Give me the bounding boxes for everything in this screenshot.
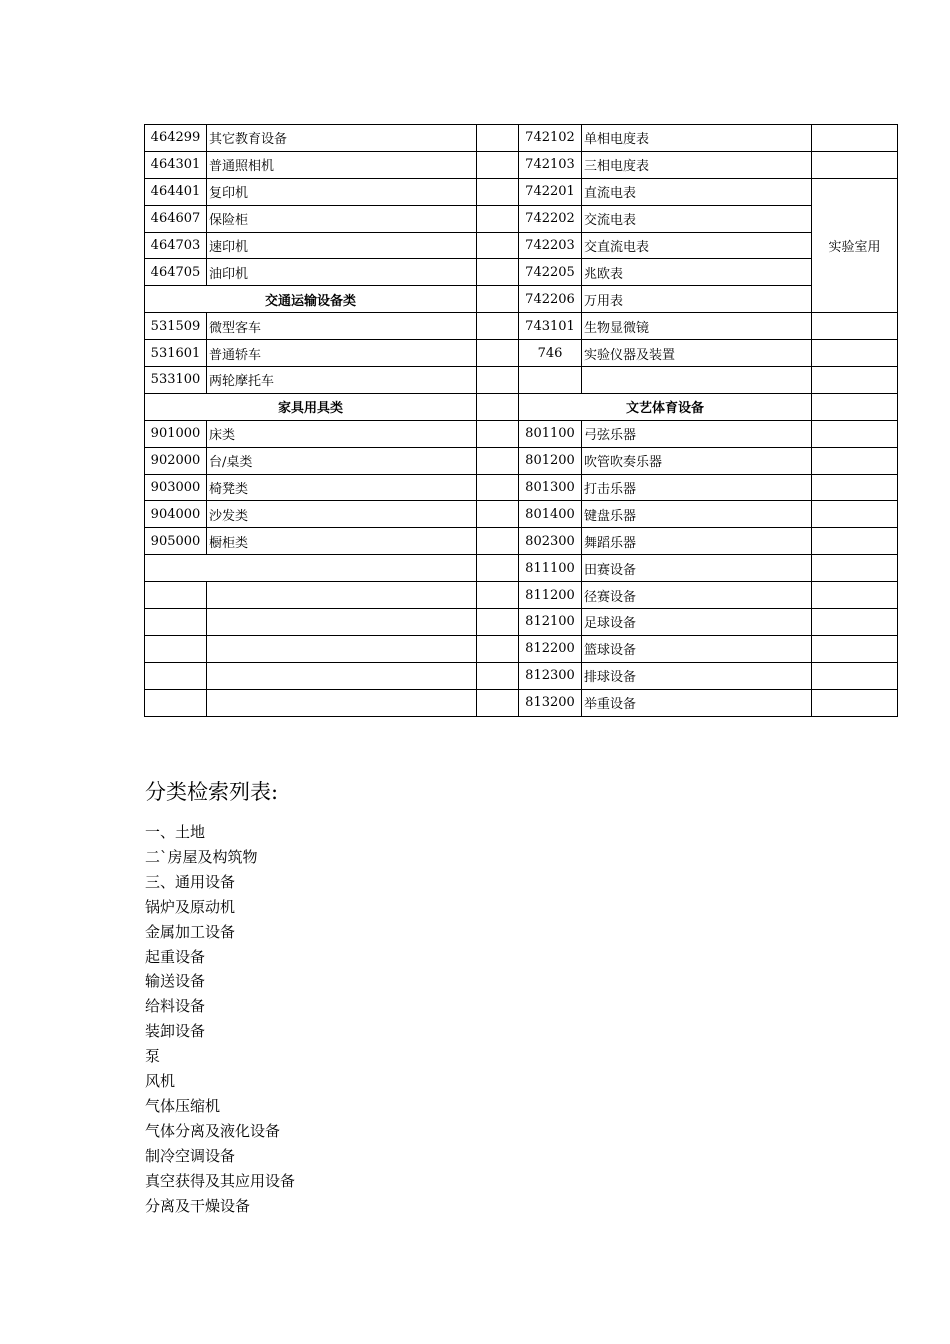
note-cell (477, 259, 519, 286)
item-name: 单相电度表 (582, 125, 812, 152)
item-code: 531601 (145, 340, 207, 367)
note-cell (812, 582, 898, 609)
note-cell (812, 125, 898, 152)
item-code: 742205 (519, 259, 582, 286)
note-cell (477, 662, 519, 689)
table-row (145, 447, 898, 474)
table-row (145, 501, 898, 528)
item-code: 742202 (519, 205, 582, 232)
item-code: 811200 (519, 582, 582, 609)
item-code: 812200 (519, 635, 582, 662)
item-name: 微型客车 (207, 313, 477, 340)
category-index-items (145, 820, 295, 1219)
note-cell (812, 635, 898, 662)
note-cell (812, 609, 898, 636)
item-name: 直流电表 (582, 178, 812, 205)
item-name: 油印机 (207, 259, 477, 286)
item-name (207, 689, 477, 716)
item-name: 吹管吹奏乐器 (582, 447, 812, 474)
note-cell (812, 474, 898, 501)
table-row (145, 528, 898, 555)
note-cell (477, 582, 519, 609)
list-item: 真空获得及其应用设备 (145, 1171, 296, 1190)
item-code: 742103 (519, 151, 582, 178)
note-cell (477, 393, 519, 420)
item-code: 464703 (145, 232, 207, 259)
item-code (145, 582, 207, 609)
item-name: 打击乐器 (582, 474, 812, 501)
item-code (145, 689, 207, 716)
list-item: 气体分离及液化设备 (145, 1121, 281, 1140)
section-header: 文艺体育设备 (519, 393, 812, 420)
item-code: 801300 (519, 474, 582, 501)
list-item: 二`房屋及构筑物 (145, 847, 258, 866)
table-row (145, 689, 898, 716)
note-cell (477, 689, 519, 716)
item-name: 保险柜 (207, 205, 477, 232)
item-name: 速印机 (207, 232, 477, 259)
item-name: 篮球设备 (582, 635, 812, 662)
item-name: 举重设备 (582, 689, 812, 716)
item-name: 舞蹈乐器 (582, 528, 812, 555)
list-item: 输送设备 (145, 972, 206, 991)
item-code: 464301 (145, 151, 207, 178)
note-cell (477, 367, 519, 394)
item-code (145, 635, 207, 662)
list-item: 分离及干燥设备 (145, 1196, 251, 1215)
item-name: 生物显微镜 (582, 313, 812, 340)
list-item: 锅炉及原动机 (145, 897, 236, 916)
item-name: 复印机 (207, 178, 477, 205)
list-item: 装卸设备 (145, 1022, 206, 1041)
item-code: 801200 (519, 447, 582, 474)
note-cell (812, 689, 898, 716)
item-name: 普通照相机 (207, 151, 477, 178)
item-code: 464401 (145, 178, 207, 205)
item-code: 801100 (519, 420, 582, 447)
note-cell (812, 420, 898, 447)
table-row (145, 313, 898, 340)
list-item: 三、通用设备 (145, 872, 236, 891)
item-code: 902000 (145, 447, 207, 474)
item-code: 464705 (145, 259, 207, 286)
note-cell (477, 313, 519, 340)
note-cell (477, 474, 519, 501)
item-code: 746 (519, 340, 582, 367)
item-code (145, 609, 207, 636)
item-name: 排球设备 (582, 662, 812, 689)
item-name: 普通轿车 (207, 340, 477, 367)
table-row (145, 555, 898, 582)
catalog-table-body (145, 125, 898, 717)
list-item: 制冷空调设备 (145, 1146, 236, 1165)
item-code: 905000 (145, 528, 207, 555)
note-cell (477, 555, 519, 582)
item-name (207, 662, 477, 689)
note-cell (477, 501, 519, 528)
table-row (145, 582, 898, 609)
category-index (145, 778, 295, 1219)
table-row (145, 340, 898, 367)
list-item: 气体压缩机 (145, 1096, 221, 1115)
item-name: 床类 (207, 420, 477, 447)
section-header: 交通运输设备类 (145, 286, 477, 313)
item-name: 其它教育设备 (207, 125, 477, 152)
table-row (145, 662, 898, 689)
table-row (145, 259, 898, 286)
item-name: 弓弦乐器 (582, 420, 812, 447)
item-name (582, 367, 812, 394)
item-name: 沙发类 (207, 501, 477, 528)
item-code (145, 662, 207, 689)
item-code: 742201 (519, 178, 582, 205)
note-cell (812, 447, 898, 474)
item-code: 903000 (145, 474, 207, 501)
item-code: 742102 (519, 125, 582, 152)
table-row (145, 474, 898, 501)
item-name: 交流电表 (582, 205, 812, 232)
note-cell (812, 367, 898, 394)
item-code: 813200 (519, 689, 582, 716)
category-index-title: 分类检索列表: (145, 780, 279, 804)
note-cell (477, 151, 519, 178)
item-name: 三相电度表 (582, 151, 812, 178)
item-name: 径赛设备 (582, 582, 812, 609)
equipment-catalog-table (144, 124, 898, 717)
note-cell (477, 232, 519, 259)
item-code: 901000 (145, 420, 207, 447)
item-name (207, 609, 477, 636)
item-name: 足球设备 (582, 609, 812, 636)
table-row (145, 286, 898, 313)
note-cell (477, 125, 519, 152)
note-cell (812, 393, 898, 420)
item-code: 812100 (519, 609, 582, 636)
table-row (145, 205, 898, 232)
item-name: 椅凳类 (207, 474, 477, 501)
table-row (145, 151, 898, 178)
item-code: 802300 (519, 528, 582, 555)
item-name: 交直流电表 (582, 232, 812, 259)
list-item: 一、土地 (145, 823, 206, 841)
section-header: 家具用具类 (145, 393, 477, 420)
note-cell (477, 178, 519, 205)
item-code: 801400 (519, 501, 582, 528)
item-name: 田赛设备 (582, 555, 812, 582)
table-row (145, 232, 898, 259)
item-name: 兆欧表 (582, 259, 812, 286)
empty-cell (145, 555, 477, 582)
note-cell (477, 286, 519, 313)
note-cell (477, 528, 519, 555)
table-row (145, 393, 898, 420)
item-name (207, 582, 477, 609)
item-name: 橱柜类 (207, 528, 477, 555)
item-code: 531509 (145, 313, 207, 340)
table-row (145, 125, 898, 152)
note-cell (477, 340, 519, 367)
item-code: 464299 (145, 125, 207, 152)
item-code: 742206 (519, 286, 582, 313)
note-cell (477, 635, 519, 662)
usage-note: 实验室用 (812, 178, 898, 312)
item-name: 键盘乐器 (582, 501, 812, 528)
item-code: 811100 (519, 555, 582, 582)
list-item: 给料设备 (145, 997, 206, 1016)
list-item: 金属加工设备 (145, 922, 236, 941)
item-code: 904000 (145, 501, 207, 528)
item-code: 812300 (519, 662, 582, 689)
note-cell (812, 555, 898, 582)
note-cell (812, 340, 898, 367)
item-name: 万用表 (582, 286, 812, 313)
note-cell (477, 420, 519, 447)
item-name: 台/桌类 (207, 447, 477, 474)
table-row (145, 367, 898, 394)
note-cell (812, 528, 898, 555)
item-name (207, 635, 477, 662)
item-name: 实验仪器及装置 (582, 340, 812, 367)
note-cell (812, 313, 898, 340)
note-cell (812, 501, 898, 528)
table-row (145, 178, 898, 205)
table-row (145, 420, 898, 447)
item-code: 533100 (145, 367, 207, 394)
note-cell (812, 151, 898, 178)
table-row (145, 635, 898, 662)
note-cell (477, 609, 519, 636)
item-code: 743101 (519, 313, 582, 340)
item-code: 742203 (519, 232, 582, 259)
table-row (145, 609, 898, 636)
list-item: 起重设备 (145, 947, 206, 966)
list-item: 泵 (145, 1047, 161, 1066)
item-name: 两轮摩托车 (207, 367, 477, 394)
note-cell (812, 662, 898, 689)
note-cell (477, 447, 519, 474)
item-code: 464607 (145, 205, 207, 232)
note-cell (477, 205, 519, 232)
item-code (519, 367, 582, 394)
list-item: 风机 (145, 1072, 176, 1091)
